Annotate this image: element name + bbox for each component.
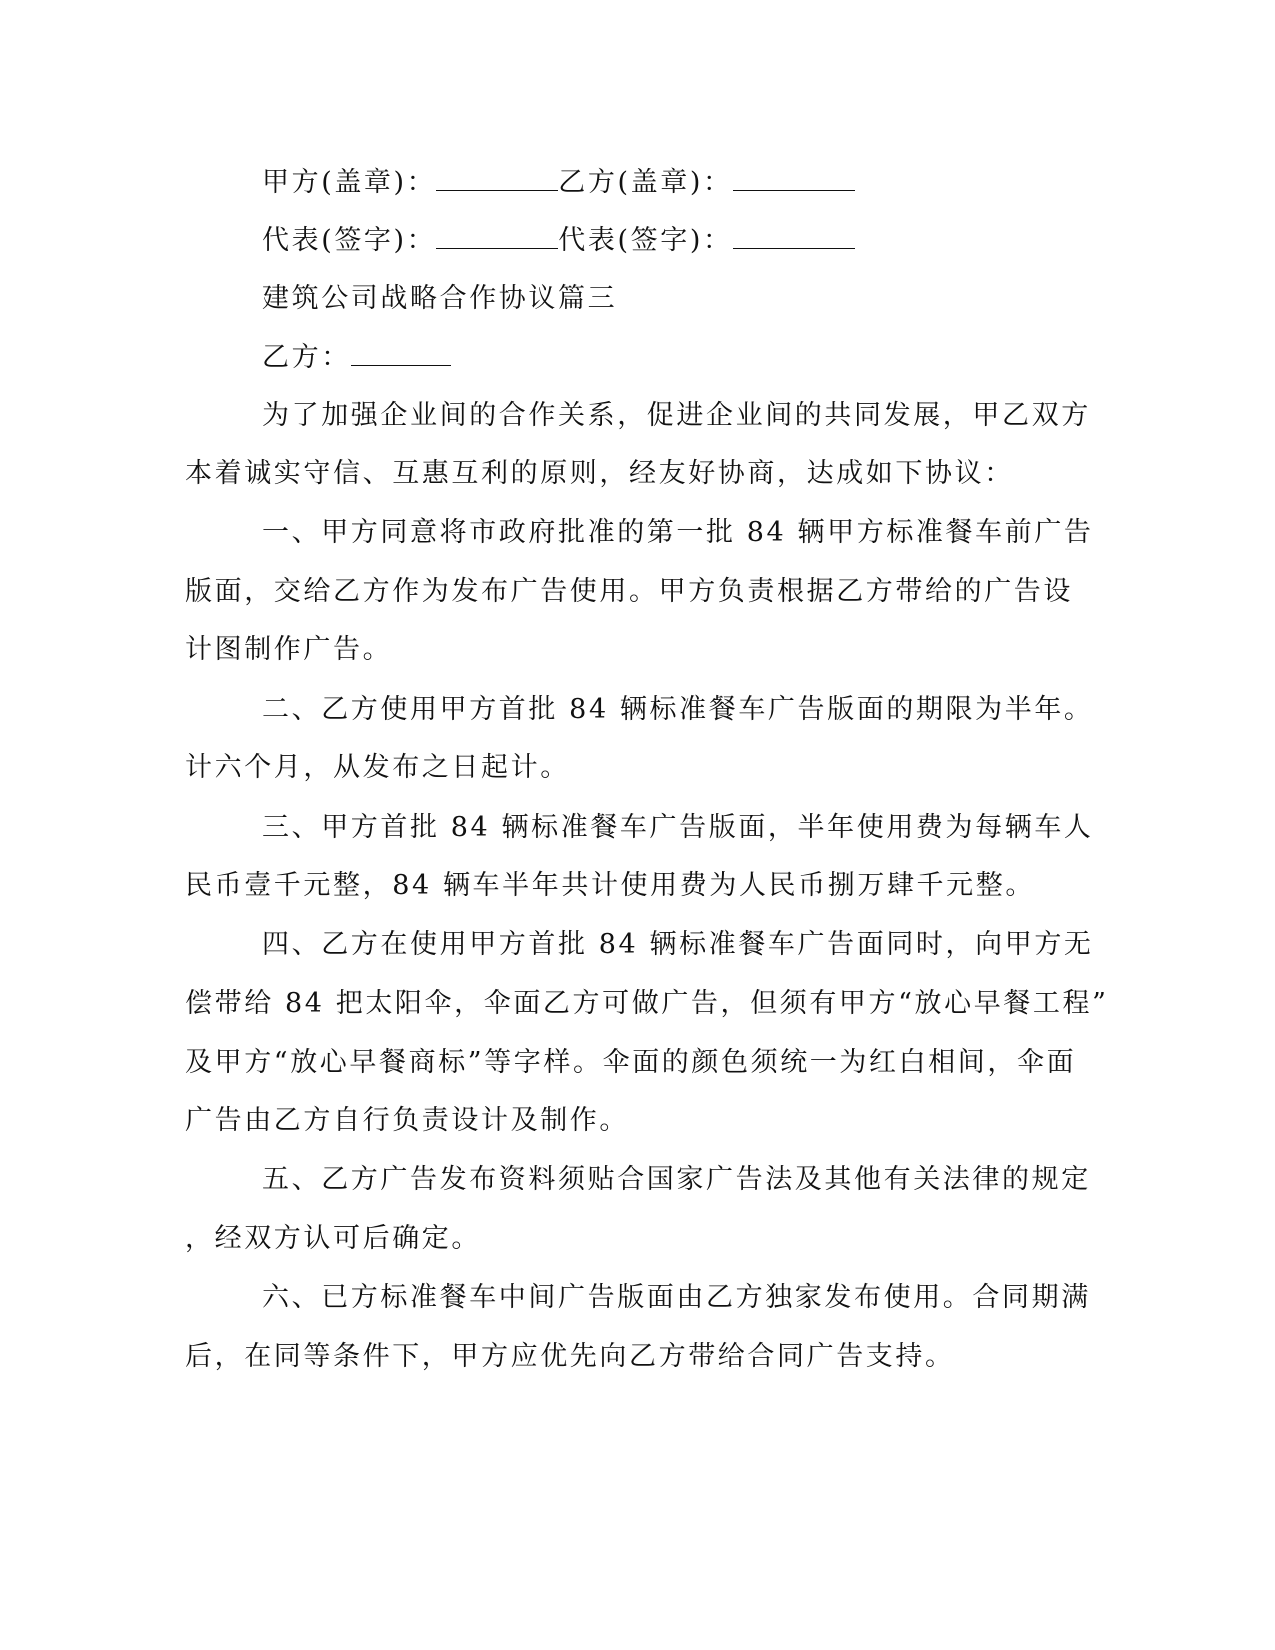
- clause-4-line-3: 及甲方“放心早餐商标”等字样。伞面的颜色须统一为红白相间，伞面: [185, 1047, 1077, 1078]
- clause-1-line-1: 一、甲方同意将市政府批准的第一批 84 辆甲方标准餐车前广告: [262, 517, 1094, 548]
- party-a-seal-label: 甲方(盖章)：: [262, 167, 437, 198]
- rep-a-sign-label: 代表(签字)：: [262, 225, 437, 256]
- clause-3-line-1: 三、甲方首批 84 辆标准餐车广告版面，半年使用费为每辆车人: [262, 812, 1094, 843]
- clause-6-line-1: 六、已方标准餐车中间广告版面由乙方独家发布使用。合同期满: [262, 1282, 1091, 1313]
- clause-5-line-1: 五、乙方广告发布资料须贴合国家广告法及其他有关法律的规定: [262, 1164, 1091, 1195]
- rep-b-sign-blank: [733, 224, 855, 249]
- rep-b-sign-label: 代表(签字)：: [558, 225, 733, 256]
- party-b-label: 乙方：: [262, 342, 351, 373]
- party-b-line: [262, 340, 1162, 376]
- party-b-blank: [351, 341, 451, 366]
- preamble-line-1: 为了加强企业间的合作关系，促进企业间的共同发展，甲乙双方: [262, 400, 1091, 431]
- clause-6-line-2: 后，在同等条件下，甲方应优先向乙方带给合同广告支持。: [185, 1341, 955, 1372]
- clause-4-line-1: 四、乙方在使用甲方首批 84 辆标准餐车广告面同时，向甲方无: [262, 929, 1094, 960]
- clause-1-line-2: 版面，交给乙方作为发布广告使用。甲方负责根据乙方带给的广告设: [185, 576, 1073, 607]
- clause-4-line-2: 偿带给 84 把太阳伞，伞面乙方可做广告，但须有甲方“放心早餐工程”: [185, 988, 1109, 1019]
- section-title: 建筑公司战略合作协议篇三: [262, 283, 618, 314]
- clause-5-line-2: ，经双方认可后确定。: [185, 1223, 481, 1254]
- party-b-seal-label: 乙方(盖章)：: [558, 167, 733, 198]
- rep-a-sign-blank: [436, 224, 558, 249]
- party-a-seal-blank: [436, 166, 558, 191]
- clause-4-line-4: 广告由乙方自行负责设计及制作。: [185, 1105, 629, 1136]
- clause-3-line-2: 民币壹千元整，84 辆车半年共计使用费为人民币捌万肆千元整。: [185, 870, 1035, 901]
- preamble-line-2: 本着诚实守信、互惠互利的原则，经友好协商，达成如下协议：: [185, 458, 1014, 489]
- clause-2-line-1: 二、乙方使用甲方首批 84 辆标准餐车广告版面的期限为半年。: [262, 694, 1094, 725]
- clause-2-line-2: 计六个月，从发布之日起计。: [185, 752, 570, 783]
- clause-1-line-3: 计图制作广告。: [185, 634, 393, 665]
- party-b-seal-blank: [733, 166, 855, 191]
- representative-sign-line: [262, 223, 1162, 259]
- party-a-seal-line: [262, 165, 1162, 201]
